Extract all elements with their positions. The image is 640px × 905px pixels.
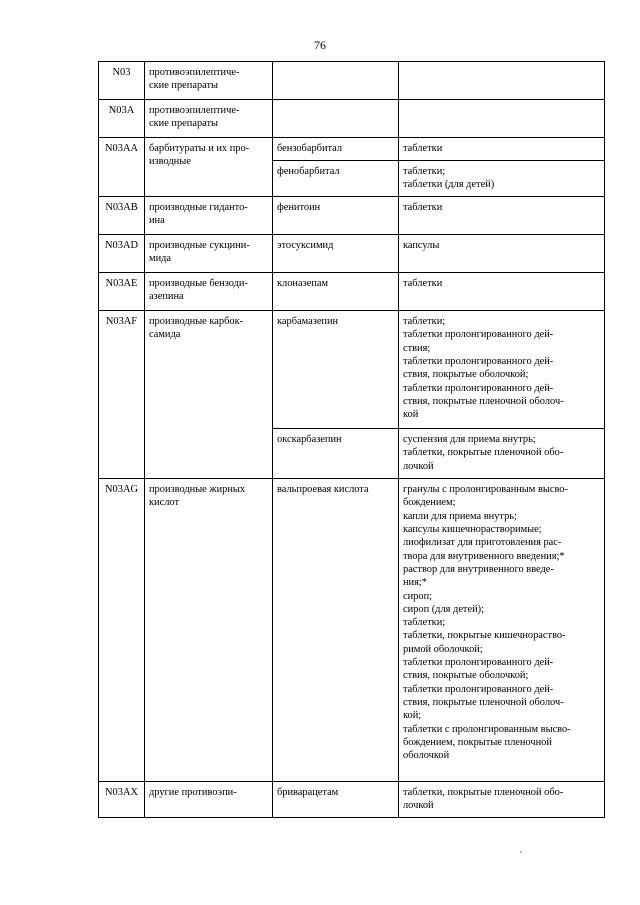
drug-classification-table [98,61,605,818]
group-name: производные бензоди- азепина [145,273,273,311]
group-name: производные сукцини- мида [145,235,273,273]
drug-name: бриварацетам [273,782,399,818]
drug-name [273,62,399,100]
group-name: барбитураты и их про- изводные [145,138,273,197]
group-name: противоэпилептиче- ские препараты [145,62,273,100]
drug-name [273,100,399,138]
table-row [99,273,605,311]
atc-code: N03AX [99,782,145,818]
table-row [99,100,605,138]
dosage-forms [399,62,605,100]
dosage-forms: капсулы [399,235,605,273]
dosage-forms: таблетки [399,138,605,161]
scan-speck [520,851,522,853]
atc-code: N03AG [99,479,145,782]
dosage-forms: таблетки [399,197,605,235]
group-name: производные жирных кислот [145,479,273,782]
table-row [99,479,605,782]
drug-name: клоназепам [273,273,399,311]
dosage-forms: суспензия для приема внутрь; таблетки, покрытые пленочной обо- лочкой [399,429,605,479]
table-row [99,235,605,273]
drug-name: вальпроевая кислота [273,479,399,782]
dosage-forms: таблетки; таблетки (для детей) [399,161,605,197]
drug-name: карбамазепин [273,311,399,429]
table-row [99,782,605,818]
table-row [99,138,605,161]
atc-code: N03AE [99,273,145,311]
drug-name: этосуксимид [273,235,399,273]
dosage-forms: гранулы с пролонгированным высво- бождением; капли для приема внутрь; капсулы кишечнорастворимые; лиофилизат для приготовления рас- твора для внутривенного введения;* раствор для внутривенного введе- ния;* сироп; сироп (для детей); таблетки; таблетки, покрытые кишечнораство- римой оболочкой; таблетки пролонгированного дей- ствия, покрытые оболочкой; таблетки пролонгированного дей- ствия, покрытые пленочной оболоч- кой; таблетки с пролонгированным высво- бождением, покрытые пленочной оболочкой [399,479,605,782]
dosage-forms: таблетки [399,273,605,311]
atc-code: N03AD [99,235,145,273]
group-name: производные гиданто- ина [145,197,273,235]
atc-code: N03AF [99,311,145,479]
page-number: 76 [314,38,326,52]
group-name: другие противоэпи- [145,782,273,818]
group-name: производные карбок- самида [145,311,273,479]
drug-name: фенобарбитал [273,161,399,197]
drug-name: фенитоин [273,197,399,235]
table-row [99,62,605,100]
table-row [99,197,605,235]
atc-code: N03 [99,62,145,100]
group-name: противоэпилептиче- ские препараты [145,100,273,138]
atc-code: N03AA [99,138,145,197]
atc-code: N03AB [99,197,145,235]
dosage-forms: таблетки, покрытые пленочной обо- лочкой [399,782,605,818]
dosage-forms [399,100,605,138]
dosage-forms: таблетки; таблетки пролонгированного дей- ствия; таблетки пролонгированного дей- ствия, покрытые оболочкой; таблетки пролонгированного дей- ствия, покрытые пленочной оболоч- кой [399,311,605,429]
drug-name: бензобарбитал [273,138,399,161]
drug-name: окскарбазепин [273,429,399,479]
table-row [99,311,605,429]
atc-code: N03A [99,100,145,138]
